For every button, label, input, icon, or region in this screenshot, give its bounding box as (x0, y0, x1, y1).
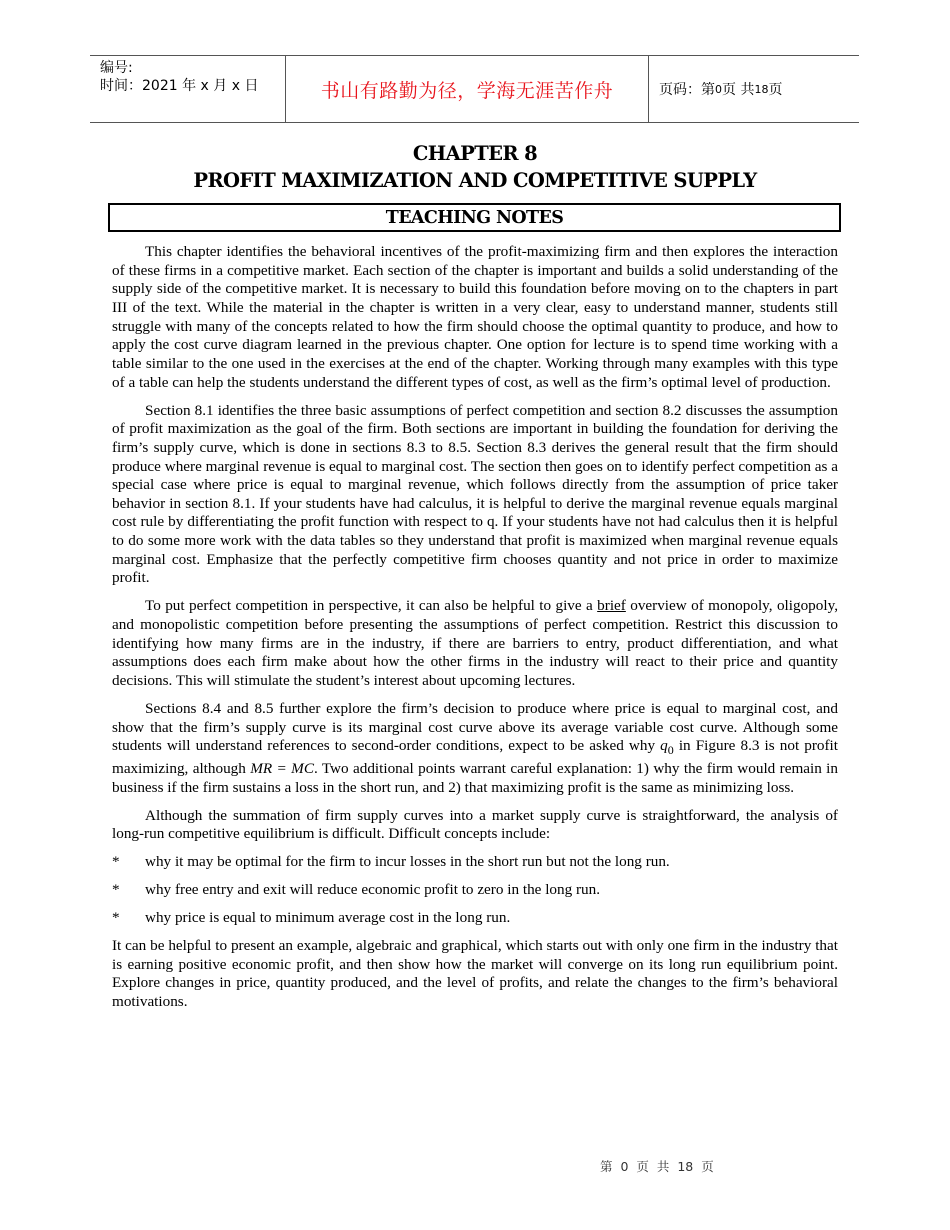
bullet-item (112, 853, 838, 872)
page-current: 0 (715, 82, 722, 96)
bullet-marker: * (112, 881, 120, 899)
math-equation: MR = MC (250, 759, 314, 777)
header-meta-cell (90, 56, 286, 122)
math-subscript: 0 (667, 743, 674, 758)
paragraph: This chapter identifies the behavioral incentives of the profit-maximizing firm and then explores the interaction of these firms in a competitive market. Each section of the chapter is important and builds a solid understanding of the supply side of the competitive market. It is necessary to build this foundation before moving on to the chapters in part III of the text. While the material in the chapter is written in a very clear, easy to understand manner, students still struggle with many of the concepts related to how the firm should choose the optimal quantity to produce, and how to apply the cost curve diagram learned in the previous chapter. One option for lecture is to spend time working with a table similar to the one used in the exercises at the end of the chapter. Working through many examples with this type of a table can help the students understand the different types of cost, as well as the firm’s optimal level of production. (112, 243, 838, 391)
page-header-table (90, 55, 859, 123)
math-variable: q (660, 737, 668, 755)
page-total: 18 (754, 82, 769, 96)
page-prefix: 页码：第 (659, 82, 715, 98)
header-motto-cell (286, 56, 649, 122)
page-suffix: 页 (768, 82, 783, 98)
bullet-marker: * (112, 909, 120, 927)
serial-number-label: 编号: (100, 60, 133, 76)
bullet-text: why price is equal to minimum average cost in the long run. (145, 909, 511, 927)
underlined-word: brief (597, 597, 626, 615)
bullet-item (112, 881, 838, 900)
document-body (112, 243, 838, 1021)
chapter-title: PROFIT MAXIMIZATION AND COMPETITIVE SUPPLY (193, 169, 757, 192)
bullet-text: why it may be optimal for the firm to incur losses in the short run but not the long run. (145, 853, 670, 871)
paragraph: Section 8.1 identifies the three basic assumptions of perfect competition and section 8.2 discusses the assumption of profit maximization as the goal of the firm. Both sections are important in building the foundation for deriving the firm’s supply curve, which is done in sections 8.3 to 8.5. Section 8.3 derives the general result that the firm should produce where marginal revenue is equal to marginal cost. The section then goes on to identify perfect competition as a special case where price is equal to marginal revenue, which follows directly from the assumption of price taker behavior in section 8.1. If your students have had calculus, it is helpful to derive the marginal revenue equals marginal cost rule by differentiating the profit function with respect to q. If your students have not had calculus then it is helpful to do some more work with the data tables so they understand that profit is maximized when marginal revenue equals marginal cost. Emphasize that the perfectly competitive firm chooses quantity and not price in order to maximize profit. (112, 401, 838, 587)
chapter-heading: CHAPTER 8 (412, 142, 538, 165)
bullet-marker: * (112, 853, 120, 871)
paragraph: Although the summation of firm supply curves into a market supply curve is straightforward, the analysis of long-run competitive equilibrium is difficult. Difficult concepts include: (112, 806, 838, 843)
teaching-notes-heading-box: TEACHING NOTES (108, 203, 841, 232)
header-page-cell (649, 56, 859, 122)
paragraph: Sections 8.4 and 8.5 further explore the firm’s decision to produce where price is equal to marginal cost, and show that the firm’s supply curve is its marginal cost curve above its average variable cost curve. Although some students will understand references to second-order conditions, expect to be asked why $q_0$ in Figure 8.3 is not profit maximizing, although MR = MC. Two additional points warrant careful explanation: 1) why the firm would remain in business if the firm sustains a loss in the short run, and 2) that maximizing profit is the same as minimizing loss. (112, 699, 838, 796)
paragraph: To put perfect competition in perspective, it can also be helpful to give a brief overview of monopoly, oligopoly, and monopolistic competition before presenting the assumptions of perfect competition. Restrict this discussion to identifying how many firms are in the industry, if there are barriers to entry, product differentiation, and what assumptions does each firm make about how the other firms in the industry will react to their price and quantity decisions. This will stimulate the student’s interest about upcoming lectures. (112, 597, 838, 690)
bullet-item (112, 909, 838, 928)
motto-text: 书山有路勤为径，学海无涯苦作舟 (320, 79, 614, 102)
page-mid: 页 共 (722, 82, 755, 98)
bullet-text: why free entry and exit will reduce economic profit to zero in the long run. (145, 881, 601, 899)
date-label: 时间：2021 年 x 月 x 日 (100, 78, 259, 94)
page-footer: 第 0 页 共 18 页 (600, 1159, 714, 1174)
closing-paragraph: It can be helpful to present an example, algebraic and graphical, which starts out with only one firm in the industry that is earning positive economic profit, and then show how the market will converge on its long run equilibrium point. Explore changes in price, quantity produced, and the level of profits, and relate the changes to the firm’s behavioral motivations. (112, 937, 838, 1011)
